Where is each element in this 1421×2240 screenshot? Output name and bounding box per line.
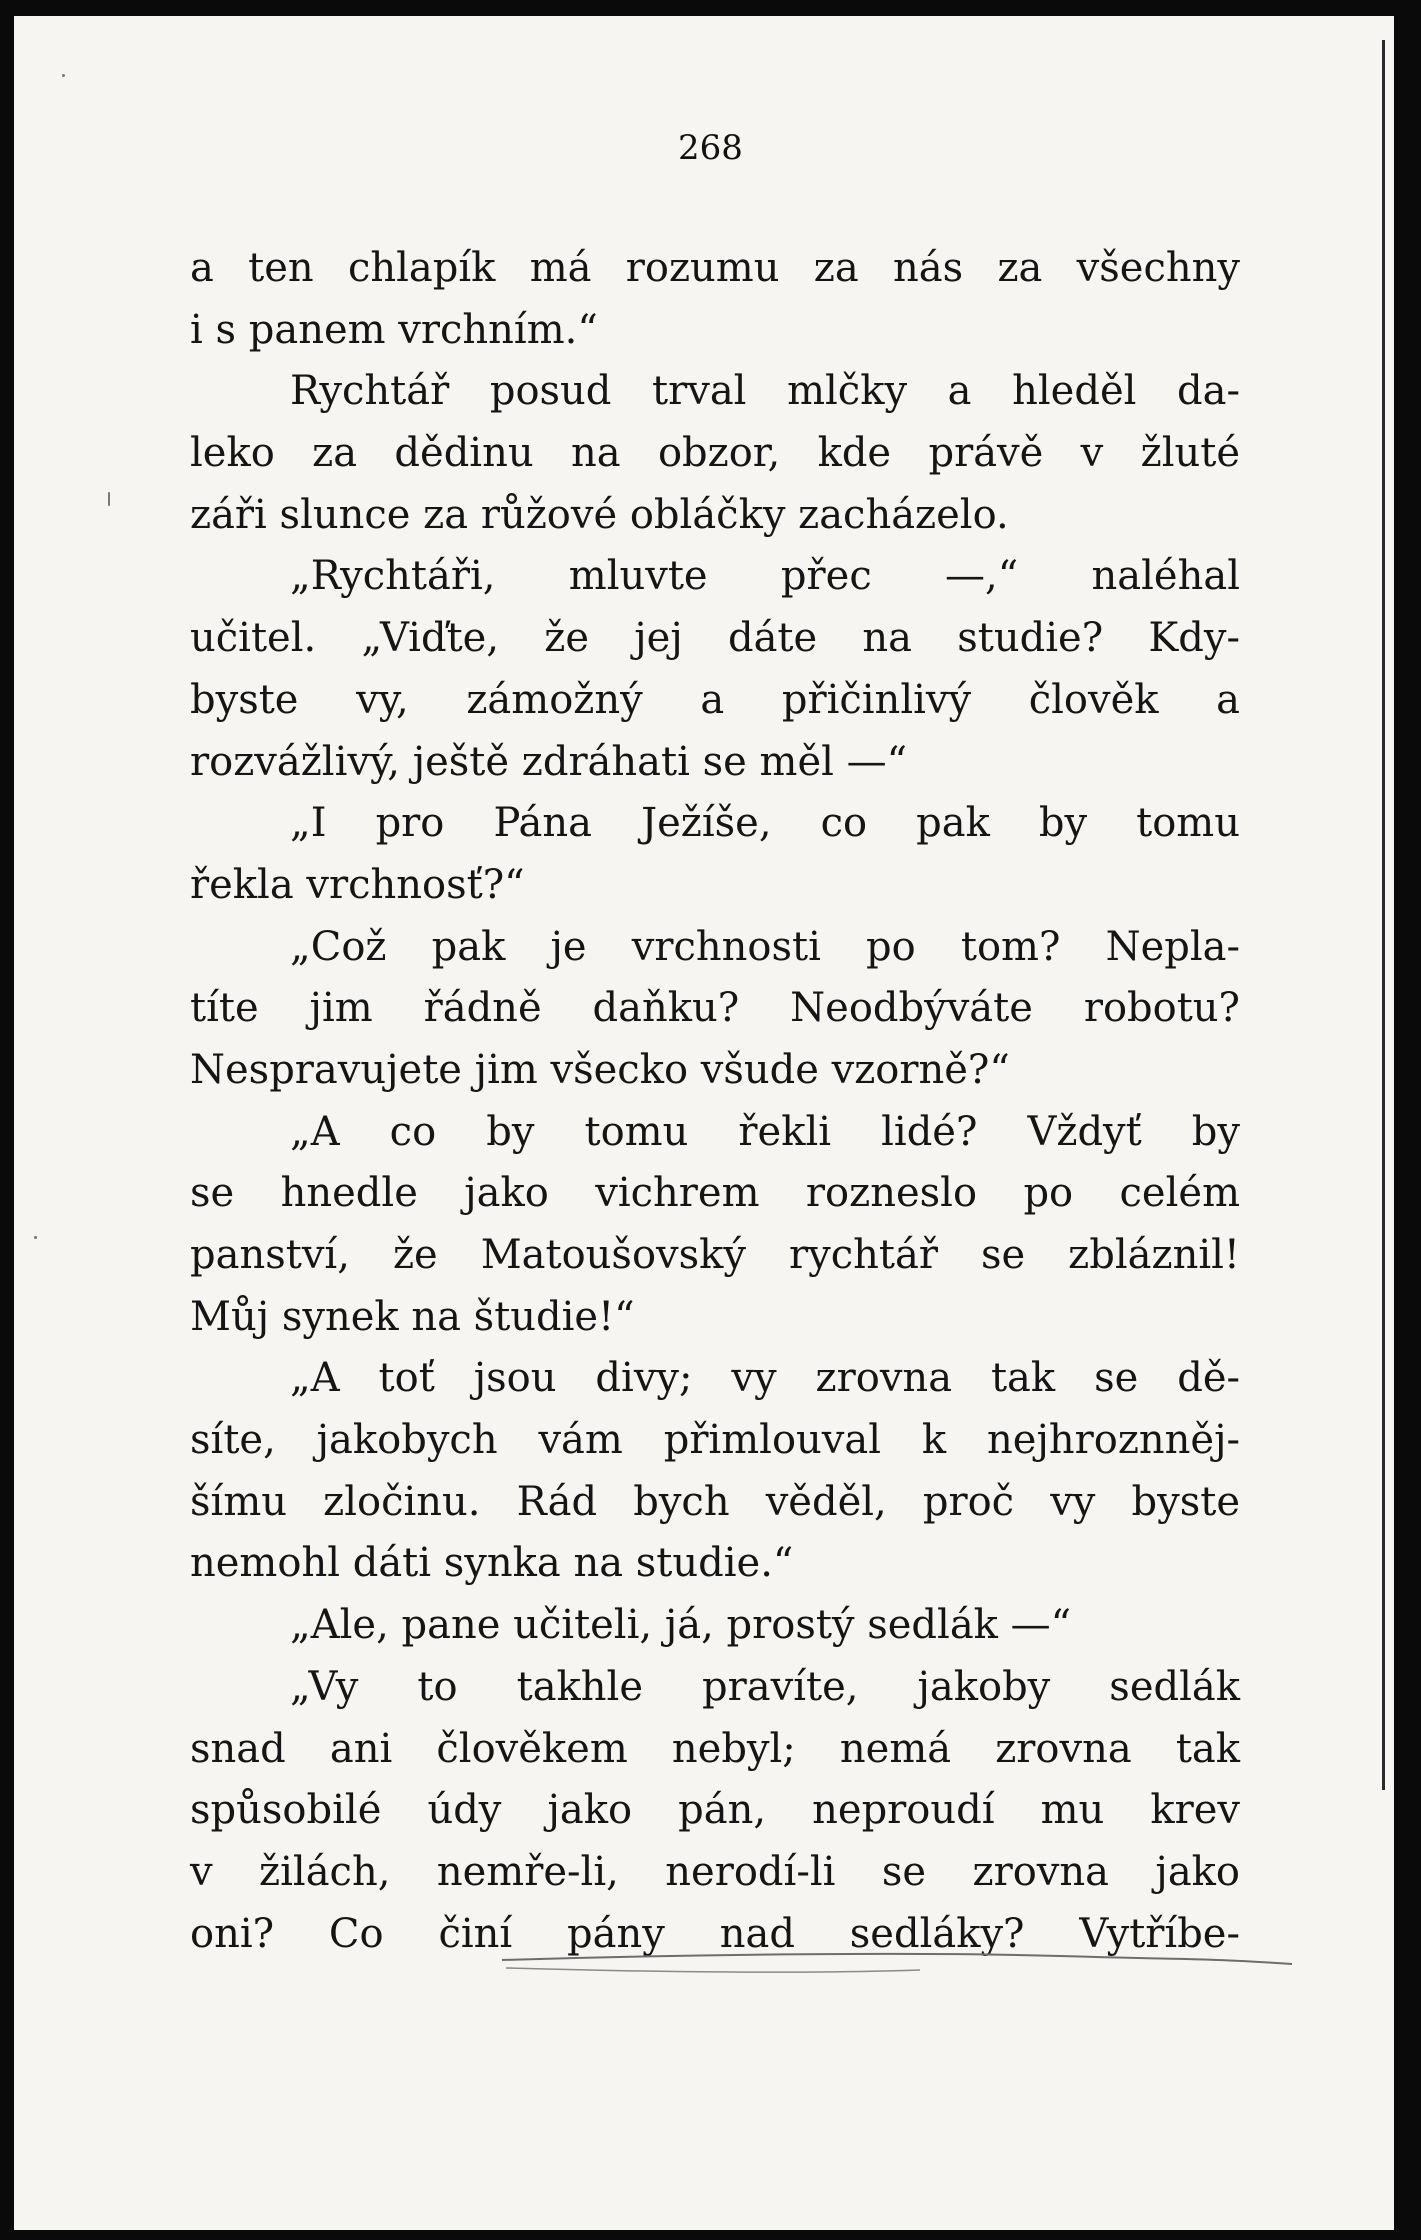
body-text [190, 238, 1240, 1965]
text-line: „A toť jsou divy; vy zrovna tak se dě- [290, 1355, 1240, 1402]
text-line: snad ani člověkem nebyl; nemá zrovna tak [190, 1725, 1240, 1772]
text-line: byste vy, zámožný a přičinlivý člověk a [190, 676, 1240, 723]
dust-speck [34, 1236, 37, 1239]
text-line: rozvážlivý, ještě zdráhati se měl —“ [190, 738, 908, 785]
text-line: síte, jakobych vám přimlouval k nejhroznněj- [190, 1417, 1240, 1464]
text-line: oni? Co činí pány nad sedláky? Vytříbe- [190, 1910, 1240, 1957]
dust-mark [108, 492, 110, 506]
text-line: Můj synek na študie!“ [190, 1293, 635, 1340]
text-line: „A co by tomu řekli lidé? Vždyť by [290, 1108, 1240, 1155]
text-line: šímu zločinu. Rád bych věděl, proč vy byste [190, 1478, 1240, 1525]
text-line: Rychtář posud trval mlčky a hleděl da- [290, 368, 1240, 415]
text-line: „Rychtáři, mluvte přec —,“ naléhal [290, 553, 1240, 600]
text-line: učitel. „Viďte, že jej dáte na studie? Kdy- [190, 615, 1240, 662]
text-line: spůsobilé údy jako pán, neproudí mu krev [190, 1787, 1240, 1834]
text-line: a ten chlapík má rozumu za nás za všechny [190, 245, 1240, 291]
text-line: nemohl dáti synka na studie.“ [190, 1540, 794, 1587]
text-line: Nespravujete jim všecko všude vzorně?“ [190, 1046, 1010, 1093]
text-line: řekla vrchnosť?“ [190, 861, 525, 908]
page-edge-line [1382, 40, 1385, 1790]
text-line: „Vy to takhle pravíte, jakoby sedlák [290, 1663, 1240, 1710]
text-line: „Ale, pane učiteli, já, prostý sedlák —“ [290, 1602, 1072, 1649]
text-line: „I pro Pána Ježíše, co pak by tomu [290, 800, 1240, 847]
text-line: i s panem vrchním.“ [190, 306, 598, 353]
text-line: leko za dědinu na obzor, kde právě v žluté [190, 430, 1240, 477]
text-line: „Což pak je vrchnosti po tom? Nepla- [290, 923, 1240, 970]
text-line: panství, že Matoušovský rychtář se zbláznil! [190, 1232, 1240, 1278]
page-number: 268 [678, 128, 743, 168]
text-line: títe jim řádně daňku? Neodbýváte robotu? [190, 985, 1240, 1032]
text-line: se hnedle jako vichrem rozneslo po celém [190, 1170, 1240, 1217]
text-line: v žilách, nemře-li, nerodí-li se zrovna jako [190, 1848, 1240, 1895]
pencil-underline [500, 1948, 1300, 1988]
text-line: záři slunce za růžové obláčky zacházelo. [190, 491, 1009, 538]
dust-speck [62, 74, 65, 77]
